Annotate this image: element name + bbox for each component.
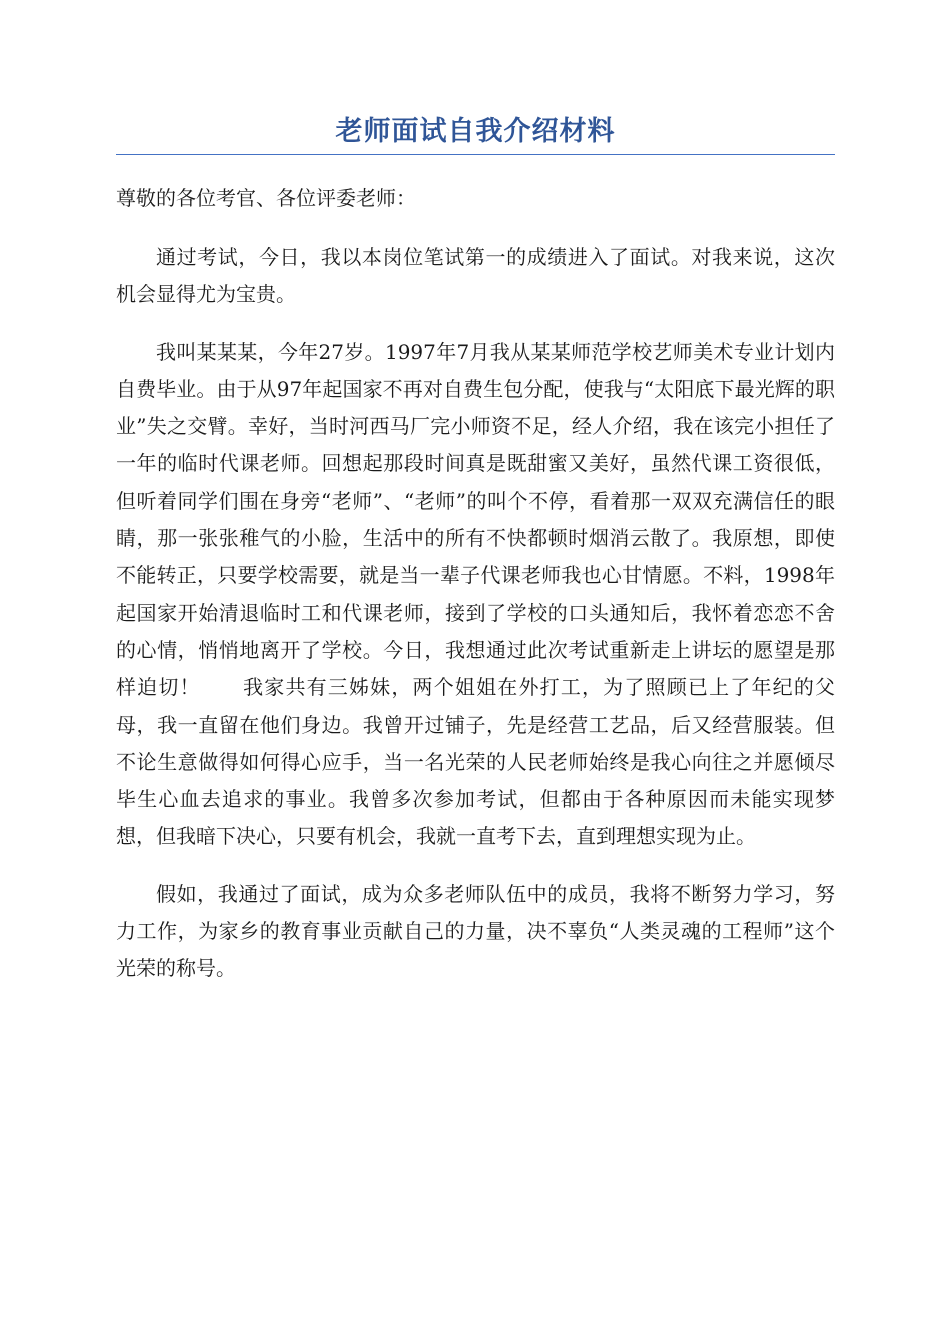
greeting-line: 尊敬的各位考官、各位评委老师：	[116, 186, 416, 210]
paragraph-closing: 假如，我通过了面试，成为众多老师队伍中的成员，我将不断努力学习，努力工作，为家乡的教育事业贡献自己的力量，决不辜负“人类灵魂的工程师”这个光荣的称号。	[116, 881, 835, 981]
title-underline	[116, 154, 835, 155]
document-title: 老师面试自我介绍材料	[335, 116, 616, 147]
document-page	[116, 112, 835, 988]
paragraph-intro: 通过考试，今日，我以本岗位笔试第一的成绩进入了面试。对我来说，这次机会显得尤为宝贵。	[116, 245, 835, 307]
paragraph-background: 我叫某某某，今年27岁。1997年7月我从某某师范学校艺师美术专业计划内自费毕业。由于从97年起国家不再对自费生包分配，使我与“太阳底下最光辉的职业”失之交臂。幸好，当时河西马厂完小师资不足，经人介绍，我在该完小担任了一年的临时代课老师。回想起那段时间真是既甜蜜又美好，虽然代课工资很低，但听着同学们围在身旁“老师”、“老师”的叫个不停，看着那一双双充满信任的眼睛，那一张张稚气的小脸，生活中的所有不快都顿时烟消云散了。我原想，即使不能转正，只要学校需要，就是当一辈子代课老师我也心甘情愿。不料，1998年起国家开始清退临时工和代课老师，接到了学校的口头通知后，我怀着恋恋不舍的心情，悄悄地离开了学校。今日，我想通过此次考试重新走上讲坛的愿望是那样迫切！ 我家共有三姊妹，两个姐姐在外打工，为了照顾已上了年纪的父母，我一直留在他们身边。我曾开过铺子，先是经营工艺品，后又经营服装。但不论生意做得如何得心应手，当一名光荣的人民老师始终是我心向往之并愿倾尽毕生心血去追求的事业。我曾多次参加考试，但都由于各种原因而未能实现梦想，但我暗下决心，只要有机会，我就一直考下去，直到理想实现为止。	[116, 339, 835, 849]
